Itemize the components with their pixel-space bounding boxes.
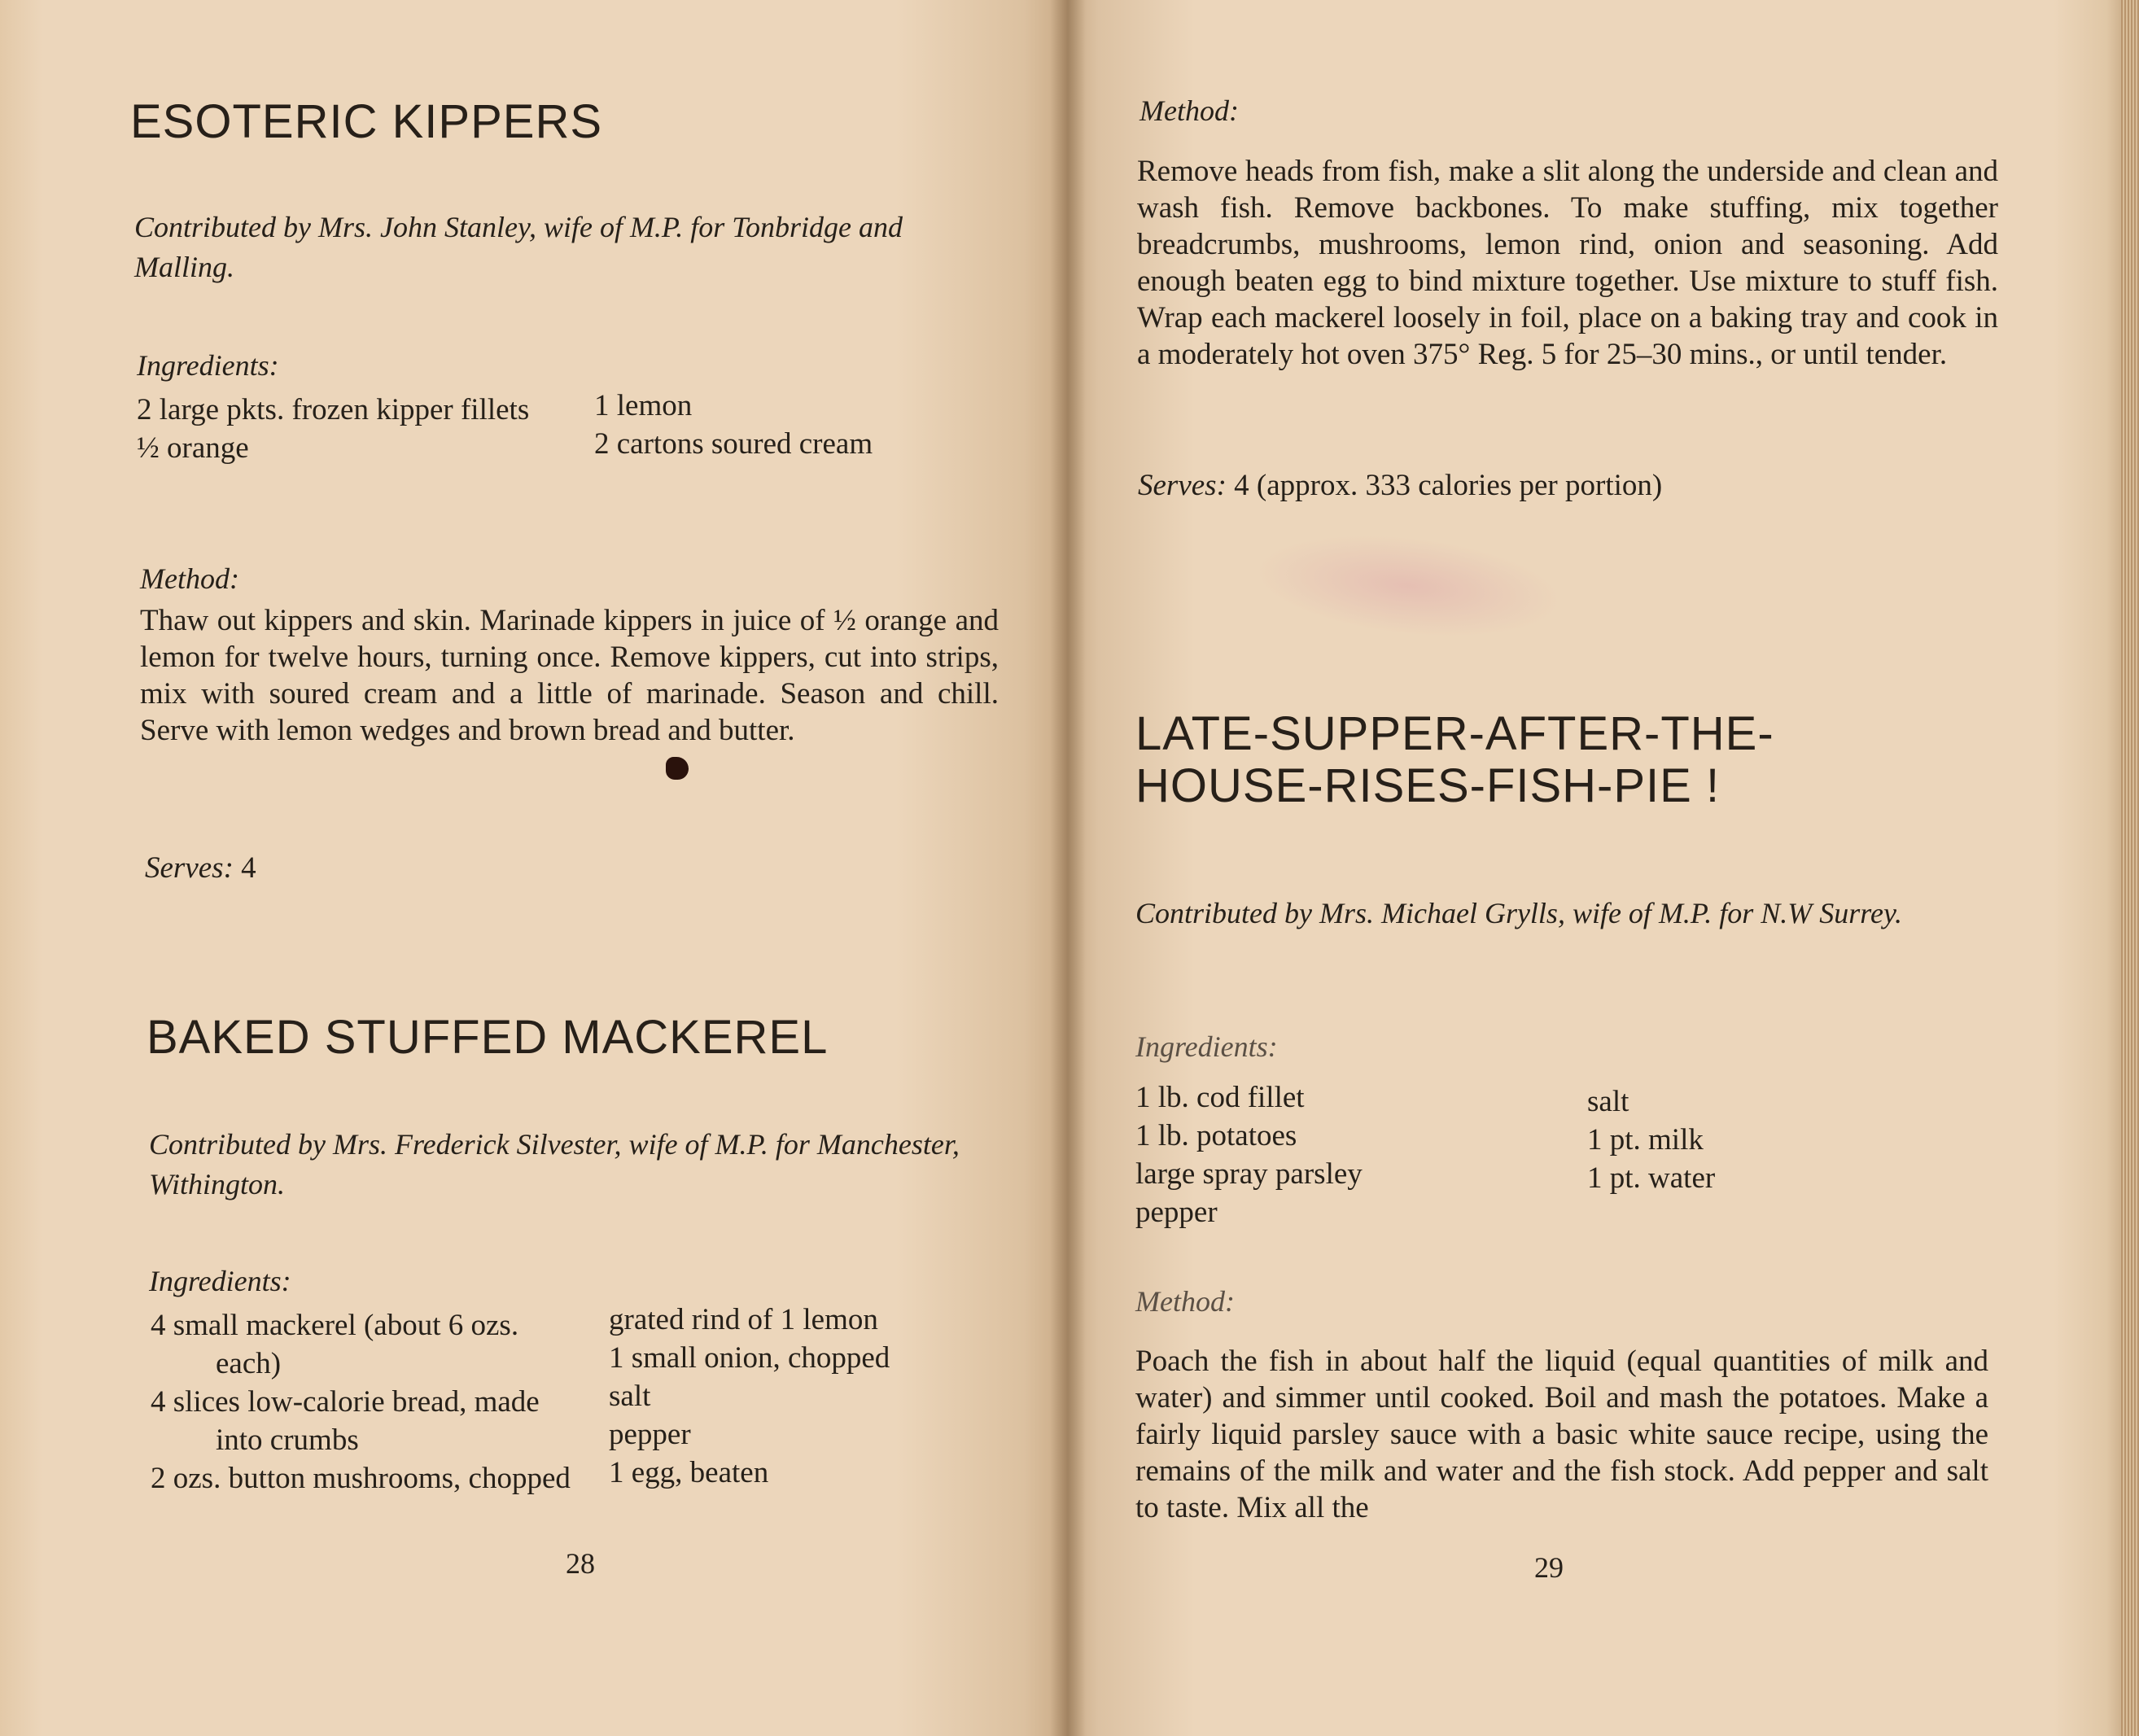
ingredient-item: 2 ozs. button mushrooms, chopped xyxy=(151,1462,571,1495)
ingredient-item: 1 pt. water xyxy=(1587,1161,1716,1195)
contributor-line: Contributed by Mrs. Michael Grylls, wife of M.P. for N.W Surrey. xyxy=(1135,897,1902,929)
ingredient-item: 2 large pkts. frozen kipper fillets xyxy=(137,393,530,426)
method-text: Poach the fish in about half the liquid (equal quantities of milk and water) and simmer until cooked. Boil and mash the potatoes. Make a fairly liquid parsley sauce with a basic white sauce recipe, using the remains of the milk and water and the fish stock. Add pepper and salt to taste. Mix all the xyxy=(1135,1345,1988,1524)
ingredient-item: grated rind of 1 lemon xyxy=(609,1303,878,1336)
ingredients-label: Ingredients: xyxy=(149,1265,291,1297)
ingredient-item: 4 slices low-calorie bread, made into crumbs xyxy=(151,1385,540,1457)
ingredient-item: ½ orange xyxy=(137,431,249,465)
ingredient-item: salt xyxy=(609,1380,651,1413)
recipe-title-baked-stuffed-mackerel: BAKED STUFFED MACKEREL xyxy=(147,1011,829,1064)
left-page xyxy=(0,0,1066,1736)
page-number: 29 xyxy=(1534,1551,1564,1584)
ingredient-item: 1 lb. potatoes xyxy=(1135,1119,1297,1152)
ingredient-item: pepper xyxy=(609,1418,691,1451)
recipe-title-fish-pie xyxy=(1135,708,1774,812)
ingredients-column-2 xyxy=(1587,1082,1962,1197)
page-edges xyxy=(2121,0,2139,1736)
ingredient-item: 4 small mackerel (about 6 ozs. each) xyxy=(151,1309,519,1380)
ingredient-item: pepper xyxy=(1135,1196,1218,1229)
book-gutter xyxy=(1050,0,1086,1736)
method-text: Remove heads from fish, make a slit along the underside and clean and wash fish. Remove backbones. To make stuffing, mix together breadcrumbs, mushrooms, lemon rind, onion and seasoning. Add enough beaten egg to bind mixture together. Use mixture to stuff fish. Wrap each mackerel loosely in foil, place on a baking tray and cook in a moderately hot oven 375° Reg. 5 for 25–30 mins., or until tender. xyxy=(1137,155,1998,371)
ingredient-item: 1 egg, beaten xyxy=(609,1456,769,1489)
ingredients-column-1 xyxy=(1135,1078,1510,1231)
page-number: 28 xyxy=(566,1547,595,1580)
ingredient-item: 1 lb. cod fillet xyxy=(1135,1081,1305,1114)
ingredient-item: 1 pt. milk xyxy=(1587,1123,1704,1157)
title-line-2: HOUSE-RISES-FISH-PIE ! xyxy=(1135,759,1721,812)
serves-label: Serves: xyxy=(1138,469,1227,502)
right-page xyxy=(1066,0,2139,1736)
ingredients-column-1 xyxy=(137,391,560,467)
ingredient-item: salt xyxy=(1587,1085,1629,1118)
ingredients-column-1 xyxy=(151,1306,574,1498)
ingredients-label: Ingredients: xyxy=(1135,1030,1278,1063)
ingredients-column-2 xyxy=(609,1301,1016,1492)
method-text: Thaw out kippers and skin. Marinade kippers in juice of ½ orange and lemon for twelve hours, turning once. Remove kippers, cut into strips, mix with soured cream and a little of marinade. Season and chill. Serve with lemon wedges and brown bread and butter. xyxy=(140,604,999,747)
contributor-line: Contributed by Mrs. John Stanley, wife of M.P. for Tonbridge and Malling. xyxy=(134,211,903,283)
title-line-1: LATE-SUPPER-AFTER-THE- xyxy=(1135,707,1774,760)
ink-blot xyxy=(666,757,689,780)
ingredient-item: 2 cartons soured cream xyxy=(594,427,873,461)
method-label: Method: xyxy=(1139,94,1239,127)
serves-label: Serves: xyxy=(145,851,234,885)
ingredients-label: Ingredients: xyxy=(137,349,279,382)
method-label: Method: xyxy=(1135,1285,1235,1318)
method-label: Method: xyxy=(140,562,239,595)
serves-value: 4 (approx. 333 calories per portion) xyxy=(1234,469,1663,502)
ingredient-item: large spray parsley xyxy=(1135,1157,1363,1191)
serves-line xyxy=(1138,468,1662,503)
ingredient-item: 1 lemon xyxy=(594,389,693,422)
contributor-line: Contributed by Mrs. Frederick Silvester, wife of M.P. for Manchester, Withington. xyxy=(149,1128,960,1200)
serves-value: 4 xyxy=(241,851,256,885)
recipe-title-esoteric-kippers: ESOTERIC KIPPERS xyxy=(130,95,603,148)
ingredient-item: 1 small onion, chopped xyxy=(609,1341,890,1375)
serves-line xyxy=(145,851,256,885)
ingredients-column-2 xyxy=(594,387,1017,463)
